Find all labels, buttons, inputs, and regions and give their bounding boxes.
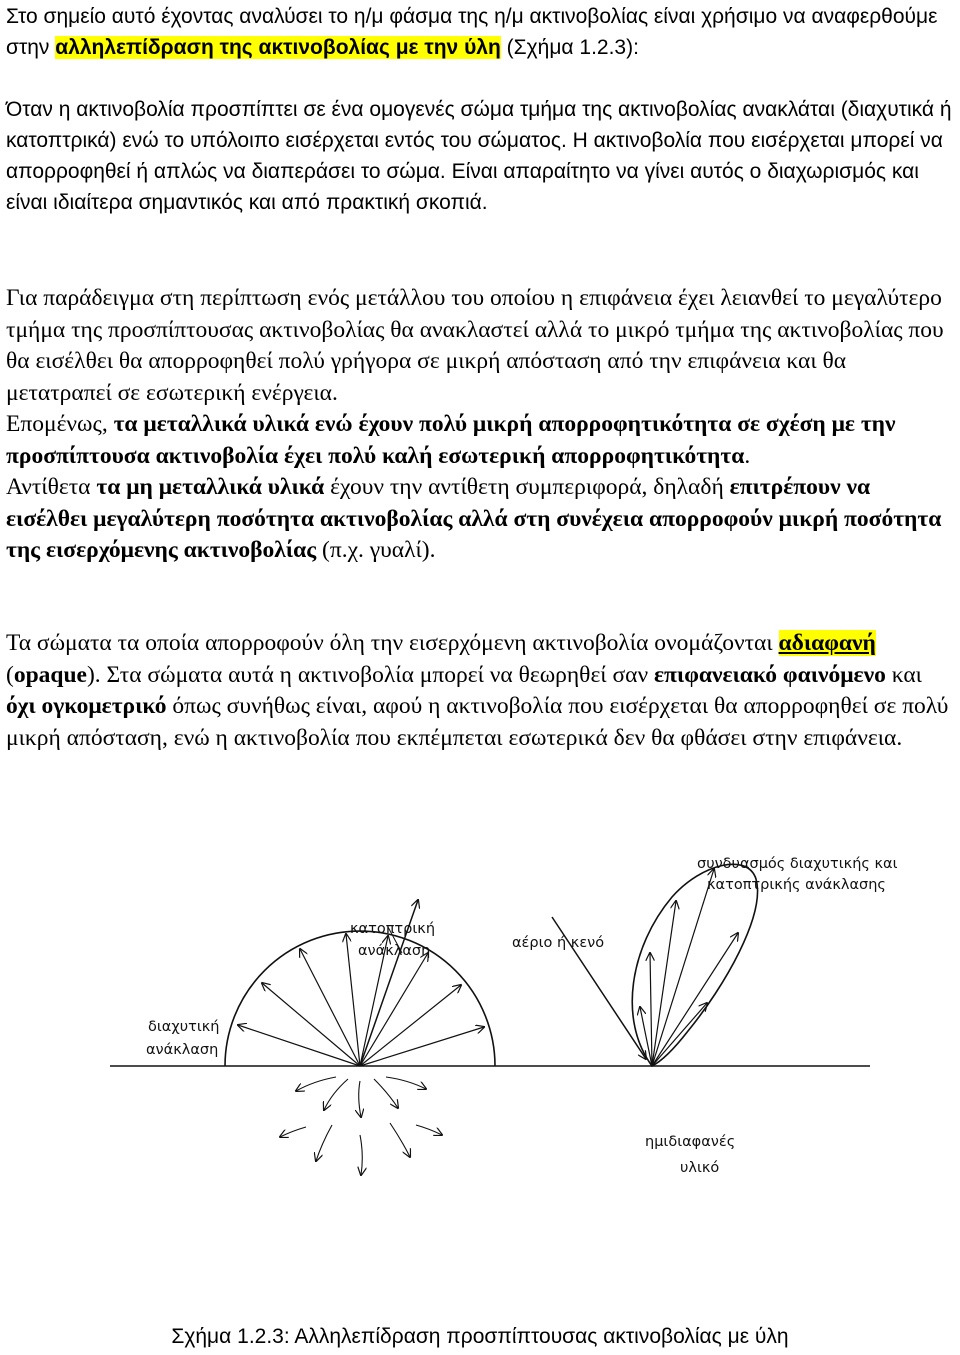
lobe-ray xyxy=(650,953,652,1066)
semi-transparent-label: υλικό xyxy=(680,1160,720,1176)
lobe-ray xyxy=(652,933,738,1066)
transmitted-ray xyxy=(280,1127,306,1137)
transmitted-ray xyxy=(416,1125,442,1135)
transmitted-ray xyxy=(374,1079,398,1108)
metal-example-sentence: Για παράδειγμα στη περίπτωση ενός μετάλλου του οποίου η επιφάνεια έχει λειανθεί το μεγαλύτερο τμήμα της προσπίπτουσας ακτινοβολίας θα ανακλαστεί αλλά το μικρό τμήμα της ακτινοβολίας που θα εισέλθει θα απορροφηθεί πολύ γρήγορα σε μικρή απόσταση από την επιφάνεια και θα μετατραπεί σε εσωτερική ενέργεια. xyxy=(6,285,944,406)
non-metals-term: τα μη μεταλλικά υλικά xyxy=(96,474,325,500)
not-volumetric: όχι ογκομετρικό xyxy=(6,693,167,719)
opaque-term: αδιαφανή xyxy=(778,630,876,656)
transmitted-ray xyxy=(324,1079,348,1110)
transmitted-ray xyxy=(359,1081,361,1117)
combined-reflection-label: κατοπτρικής ανάκλασης xyxy=(707,877,886,893)
transmitted-ray xyxy=(360,1135,362,1175)
transmitted-radiation xyxy=(280,1077,442,1175)
highlighted-phrase: αλληλεπίδραση της ακτινοβολίας με την ύλη xyxy=(55,36,501,59)
opaque-explanation: ). Στα σώματα αυτά η ακτινοβολία μπορεί να θεωρηθεί σαν xyxy=(86,661,654,688)
combined-reflection-label: συνδυασμός διαχυτικής και xyxy=(697,856,898,872)
figure-caption: Σχήμα 1.2.3: Αλληλεπίδραση προσπίπτουσας ακτινοβολίας με ύλη xyxy=(171,1325,789,1348)
transmitted-ray xyxy=(386,1077,426,1089)
lobe-rays xyxy=(640,869,738,1066)
opaque-term-english: opaque xyxy=(13,661,87,688)
contrast-lead: Αντίθετα xyxy=(6,474,97,500)
semi-transparent-label: ημιδιαφανές xyxy=(645,1134,736,1150)
opaque-tail: όπως συνήθως είναι, αφού η ακτινοβολία που εισέρχεται θα απορροφηθεί σε πολύ μικρή απόσταση, ενώ η ακτινοβολία που εκπέμπεται εσωτερικά δεν θα φθάσει στην επιφάνεια. xyxy=(6,693,949,751)
opaque-lead: Τα σώματα τα οποία απορροφούν όλη την εισερχόμενη ακτινοβολία ονομάζονται xyxy=(6,630,779,656)
combined-reflection-lobe xyxy=(552,864,757,1066)
transmitted-ray xyxy=(296,1077,336,1091)
conjunction: και xyxy=(885,661,923,688)
glass-example: (π.χ. γυαλί). xyxy=(316,537,436,563)
diffuse-ray xyxy=(360,1027,484,1066)
opaque-paragraph xyxy=(6,628,956,754)
metals-example-paragraph xyxy=(6,283,956,567)
gas-or-vacuum-label: αέριο ή κενό xyxy=(512,935,605,951)
metals-conclusion: τα μεταλλικά υλικά ενώ έχουν πολύ μικρή απορροφητικότητα σε σχέση με την προσπίπτουσα ακτινοβολία έχει πολύ καλή εσωτερική απορροφητικότητα xyxy=(6,411,896,469)
figure-reference: (Σχήμα 1.2.3): xyxy=(500,36,639,59)
intro-paragraph xyxy=(6,1,956,63)
non-metals-conclusion: επιτρέπουν να εισέλθει μεγαλύτερη ποσότητα ακτινοβολίας αλλά στη συνέχεια απορροφούν μικρή ποσότητα της εισερχόμενης ακτινοβολίας xyxy=(6,474,942,563)
specular-reflection-label: κατοπτρική xyxy=(350,921,436,937)
figure-labels xyxy=(146,856,898,1176)
contrast-mid: έχουν την αντίθετη συμπεριφορά, δηλαδή xyxy=(324,474,730,500)
radiation-entry-paragraph: Όταν η ακτινοβολία προσπίπτει σε ένα ομογενές σώμα τμήμα της ακτινοβολίας ανακλάται (διαχυτικά ή κατοπτρικά) ενώ το υπόλοιπο εισέρχεται εντός του σώματος. Η ακτινοβολία που εισέρχεται μπορεί να απορροφηθεί ή απλώς να διαπεράσει το σώμα. Είναι απαραίτητο να γίνει αυτός ο διαχωρισμός και είναι ιδιαίτερα σημαντικός και από πρακτική σκοπιά. xyxy=(6,98,952,214)
radiation-interaction-diagram xyxy=(110,835,898,1315)
diffuse-reflection-label: ανάκλαση xyxy=(146,1042,219,1058)
lobe-ray xyxy=(652,901,676,1066)
period: . xyxy=(744,442,751,469)
diffuse-ray xyxy=(262,983,360,1066)
intro-text: Στο σημείο αυτό έχοντας αναλύσει το η/μ φάσμα της η/μ ακτινοβολίας είναι χρήσιμο να αναφερθούμε στην xyxy=(6,5,938,59)
specular-reflection-label: ανάκλαση xyxy=(358,943,431,959)
surface-phenomenon: επιφανειακό φαινόμενο xyxy=(654,661,886,688)
transmitted-ray xyxy=(390,1123,410,1157)
transmitted-ray xyxy=(316,1125,332,1161)
diffuse-reflection-label: διαχυτική xyxy=(148,1019,220,1035)
paren-open: ( xyxy=(6,661,14,688)
therefore-lead: Επομένως, xyxy=(6,411,114,437)
